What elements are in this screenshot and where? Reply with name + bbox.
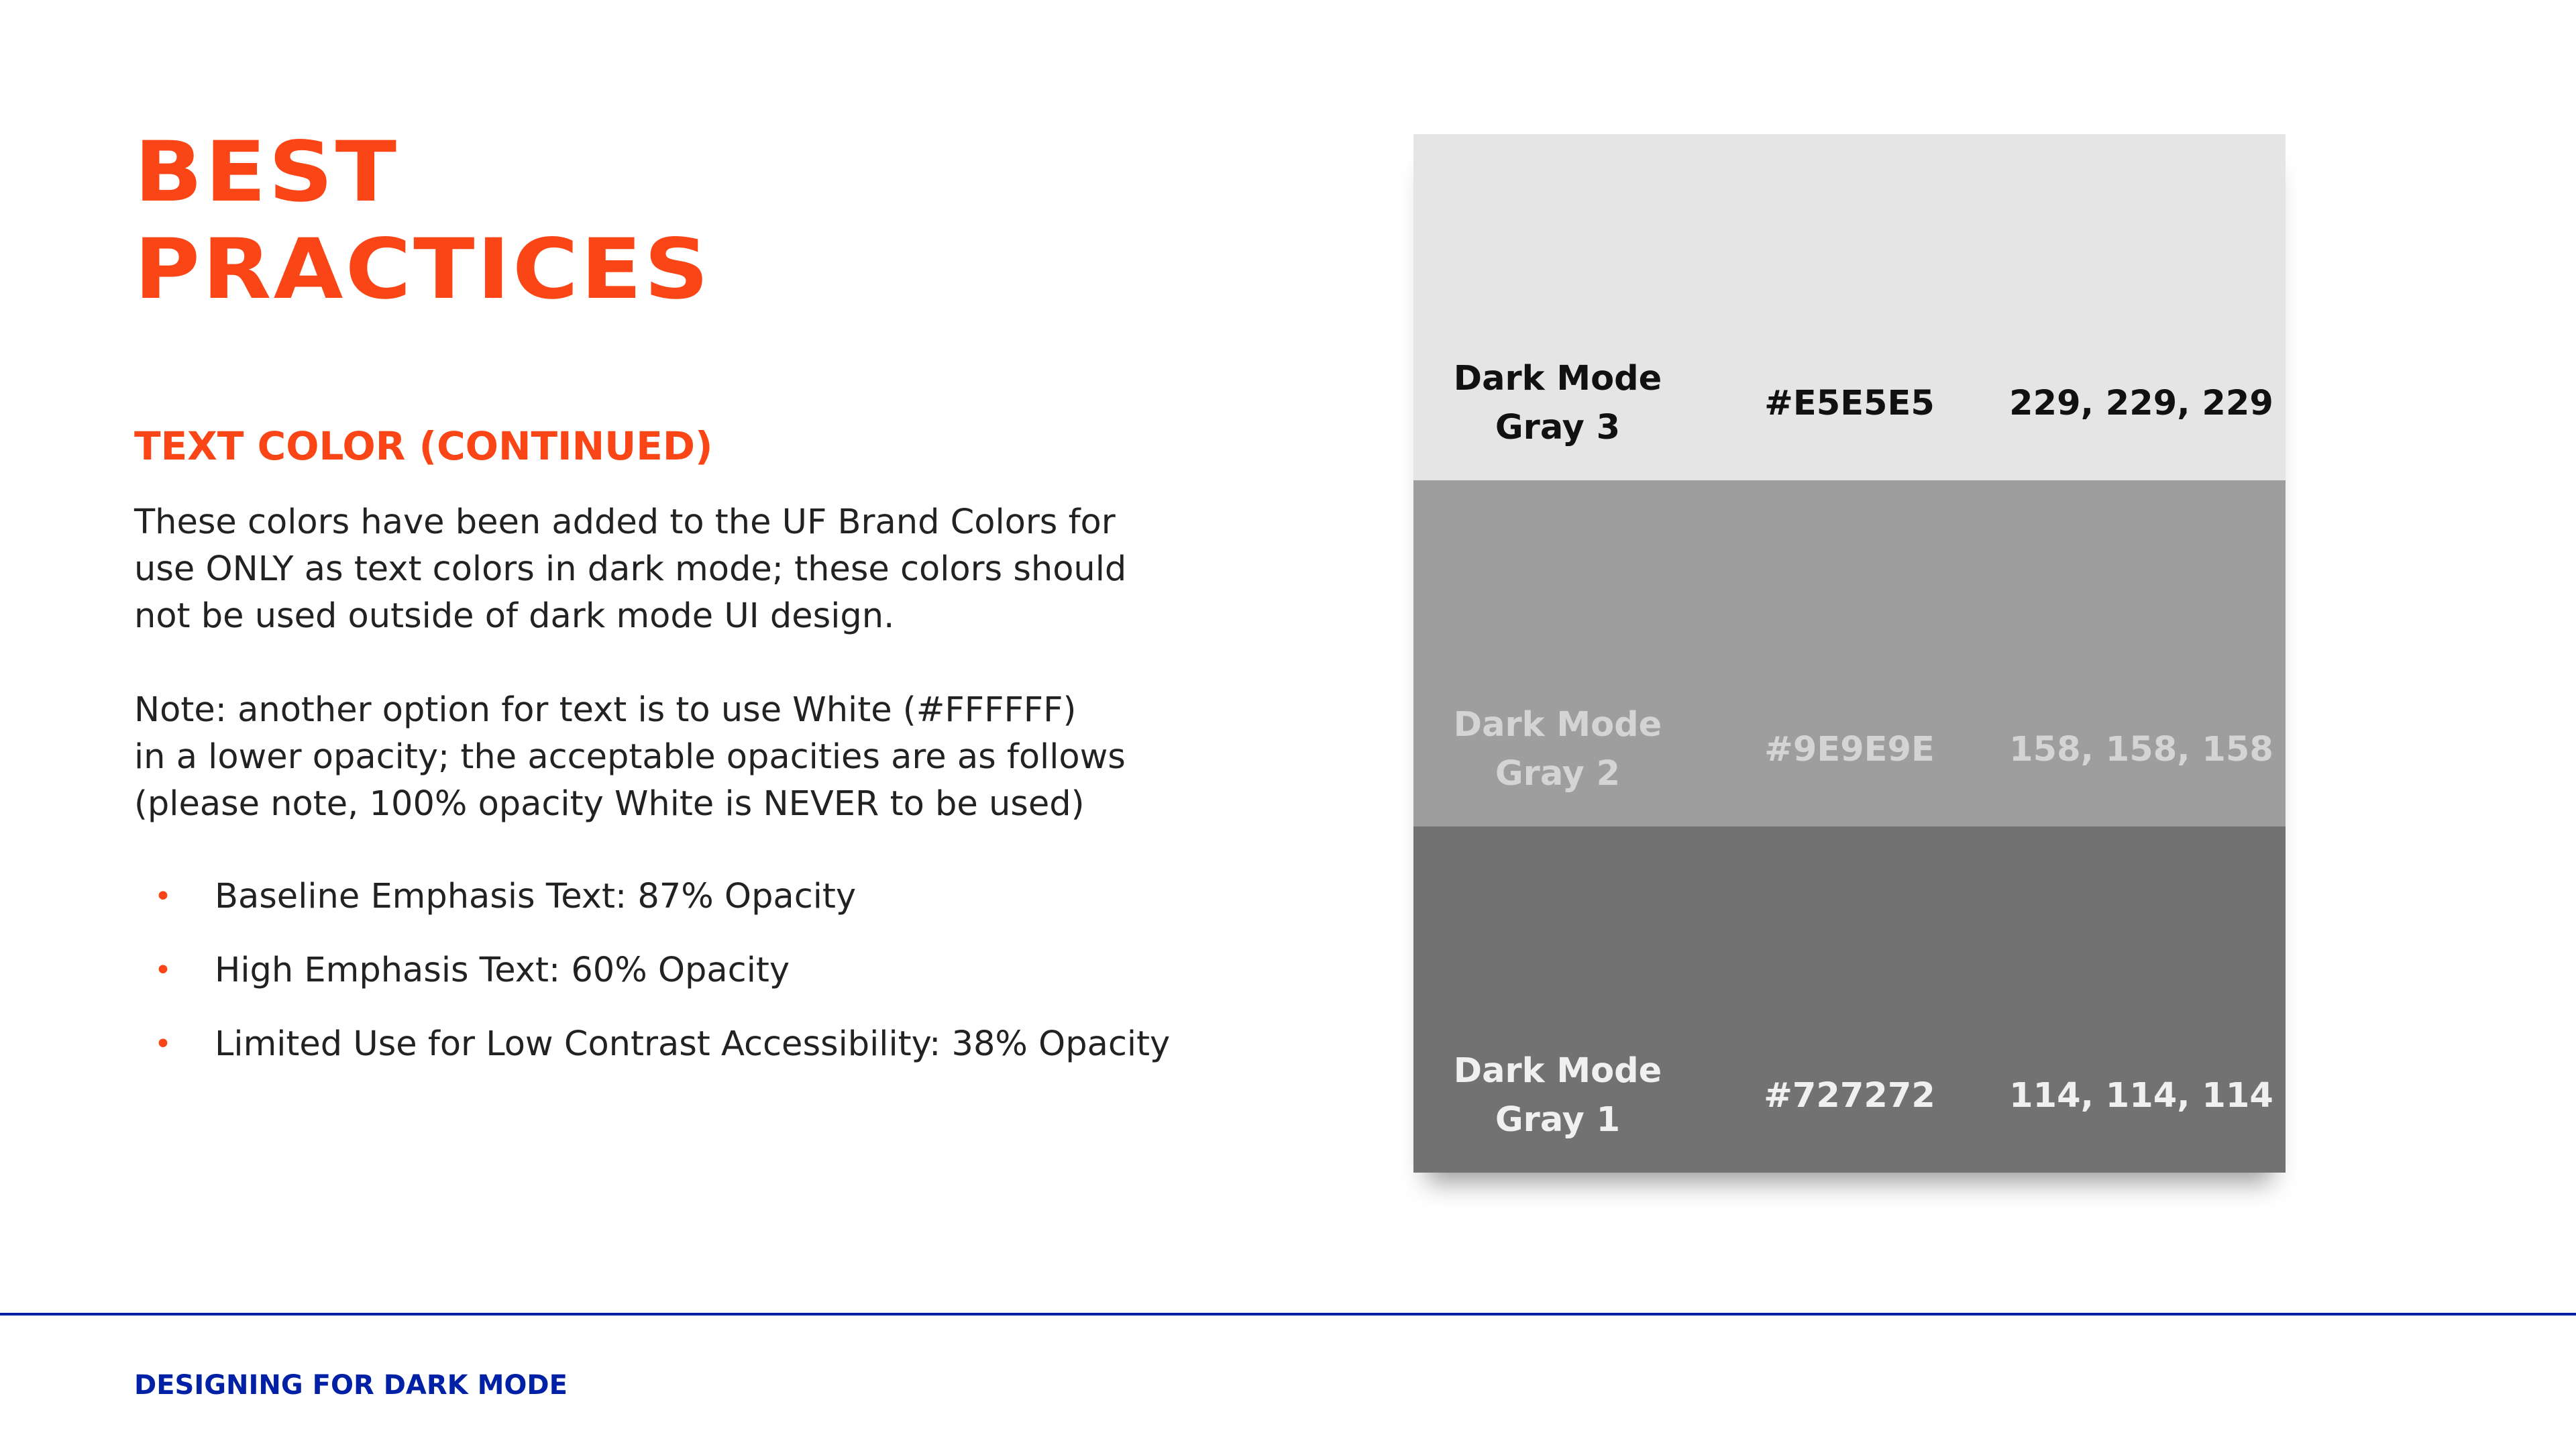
swatch-name: [1413, 354, 1702, 452]
footer-divider: [0, 1313, 2576, 1316]
bullet-dot-icon: •: [154, 953, 172, 987]
swatch-rgb: 229, 229, 229: [2009, 384, 2273, 423]
paragraph-2-line-3: (please note, 100% opacity White is NEVER to be used): [134, 784, 1085, 824]
swatch-hex: #E5E5E5: [1764, 384, 1935, 423]
swatch-name: [1413, 700, 1702, 798]
section-heading: TEXT COLOR (CONTINUED): [134, 423, 713, 469]
swatch-hex: #727272: [1764, 1076, 1935, 1116]
page-title: [134, 124, 711, 319]
footer-label: DESIGNING FOR DARK MODE: [134, 1370, 568, 1401]
swatch-gray-2: [1413, 480, 2286, 826]
swatch-name-line-1: Dark Mode: [1453, 705, 1662, 745]
bullet-text: Limited Use for Low Contrast Accessibility: 38% Opacity: [215, 1024, 1171, 1064]
swatch-rgb: 114, 114, 114: [2009, 1076, 2273, 1116]
swatch-name-line-2: Gray 1: [1495, 1100, 1621, 1140]
paragraph-2-line-1: Note: another option for text is to use White (#FFFFFF): [134, 690, 1077, 730]
paragraph-2-line-2: in a lower opacity; the acceptable opacities are as follows: [134, 737, 1126, 777]
page-title-line-1: BEST: [134, 124, 399, 221]
bullet-dot-icon: •: [154, 1027, 172, 1061]
swatch-gray-3: [1413, 134, 2286, 480]
page-title-line-2: PRACTICES: [134, 221, 711, 318]
bullet-item: [154, 873, 1170, 947]
swatch-name: [1413, 1046, 1702, 1144]
swatch-hex: #9E9E9E: [1764, 730, 1935, 769]
paragraph-1-line-3: not be used outside of dark mode UI design.: [134, 596, 895, 636]
paragraph-1-line-1: These colors have been added to the UF Brand Colors for: [134, 502, 1116, 542]
bullet-dot-icon: •: [154, 879, 172, 914]
swatch-gray-1: [1413, 826, 2286, 1173]
body-text: [134, 499, 1181, 828]
paragraph-1-line-2: use ONLY as text colors in dark mode; these colors should: [134, 549, 1127, 589]
swatch-name-line-2: Gray 2: [1495, 754, 1621, 794]
swatch-name-line-1: Dark Mode: [1453, 359, 1662, 398]
bullet-item: [154, 947, 1170, 1021]
swatch-rgb: 158, 158, 158: [2009, 730, 2273, 769]
bullet-item: [154, 1021, 1170, 1095]
bullet-text: High Emphasis Text: 60% Opacity: [215, 951, 790, 990]
color-swatch-table: [1413, 134, 2286, 1173]
bullet-text: Baseline Emphasis Text: 87% Opacity: [215, 877, 857, 916]
opacity-bullet-list: [154, 873, 1170, 1095]
swatch-name-line-1: Dark Mode: [1453, 1051, 1662, 1091]
swatch-name-line-2: Gray 3: [1495, 408, 1621, 447]
